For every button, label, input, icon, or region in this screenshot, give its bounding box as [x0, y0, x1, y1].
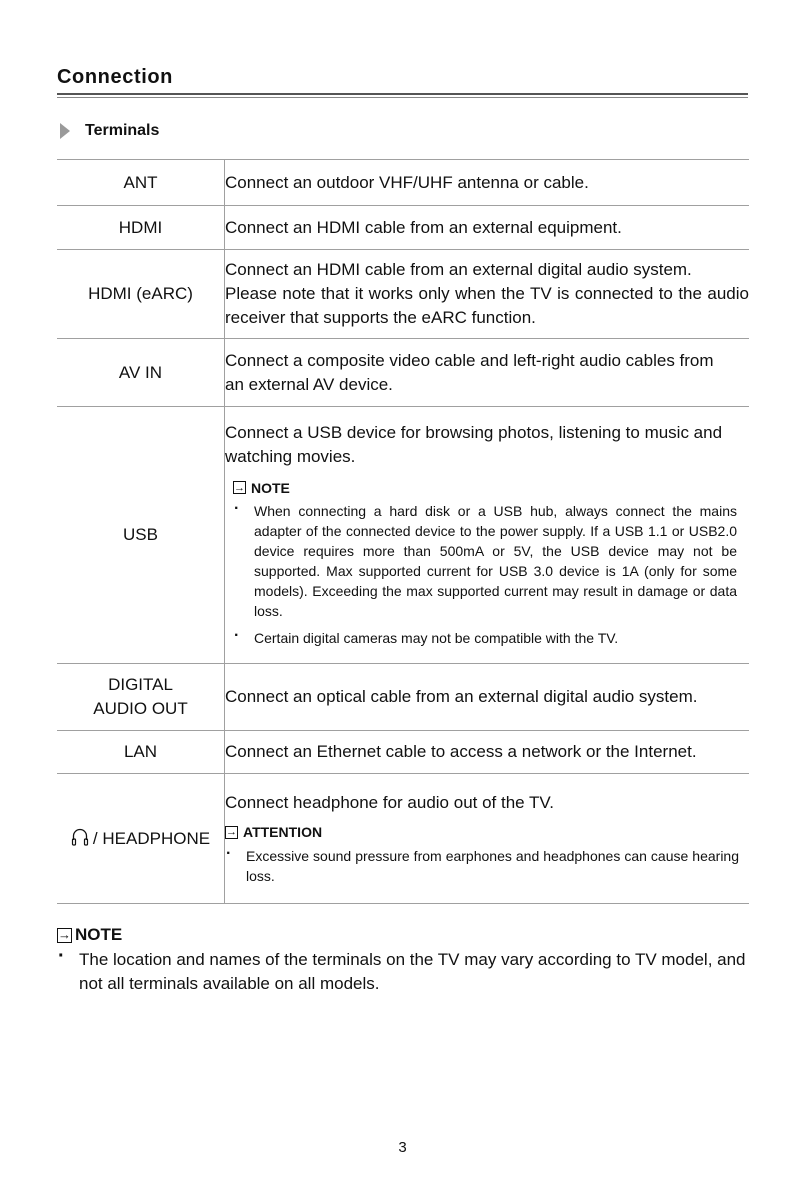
attention-heading [225, 823, 739, 841]
terminals-table [57, 159, 749, 904]
note-arrow-icon: → [234, 481, 245, 494]
section-header [60, 121, 159, 141]
title-rule-thin [57, 97, 748, 98]
terminal-name: HDMI [57, 206, 225, 250]
note-heading [233, 479, 737, 497]
table-row [57, 731, 749, 774]
table-row [57, 774, 749, 904]
title-rule [57, 93, 748, 95]
list-item: · Certain digital cameras may not be compatible with the TV. [233, 628, 737, 648]
terminal-name: HDMI (eARC) [57, 250, 225, 339]
terminal-name: LAN [57, 731, 225, 774]
attention-arrow-icon: → [226, 826, 237, 838]
table-row [57, 160, 749, 206]
terminal-name-line: AUDIO OUT [93, 699, 188, 718]
page-number: 3 [398, 1139, 407, 1156]
footer-note-heading [57, 924, 752, 946]
footer-note [57, 924, 752, 996]
terminal-description: Connect an outdoor VHF/UHF antenna or cable. [225, 160, 750, 206]
terminal-name [57, 774, 225, 904]
terminal-description [225, 407, 750, 664]
footer-note-label: NOTE [75, 925, 123, 944]
list-item: · Excessive sound pressure from earphones and headphones can cause hearing loss. [225, 846, 739, 886]
terminal-name: ANT [57, 160, 225, 206]
terminal-name [57, 664, 225, 731]
list-item: · When connecting a hard disk or a USB hub, always connect the mains adapter of the connected device to the power supply. If a USB 1.1 or USB2.0 device requires more than 500mA or 5V, the USB device may not be supported. Max supported current for USB 3.0 device is 1A (only for some models). Exceeding the max supported current may result in damage or data loss. [233, 501, 737, 621]
terminal-name: USB [57, 407, 225, 664]
terminal-name-label: / HEADPHONE [92, 828, 211, 848]
terminal-description: Connect an optical cable from an external digital audio system. [225, 664, 750, 731]
page-title: Connection [57, 66, 173, 88]
description-line: Connect an HDMI cable from an external digital audio system. [225, 260, 692, 279]
note-label: NOTE [251, 479, 290, 496]
table-row [57, 407, 749, 664]
note-arrow-icon: → [58, 927, 71, 942]
terminal-description: Connect an Ethernet cable to access a network or the Internet. [225, 731, 750, 774]
description-text: Connect headphone for audio out of the TV. [225, 793, 554, 812]
terminal-description [225, 250, 750, 339]
list-item: · The location and names of the terminals on the TV may vary according to TV model, and not all terminals available on all models. [57, 948, 752, 996]
terminal-description [225, 774, 750, 904]
headphone-icon [71, 827, 89, 847]
attention-label: ATTENTION [243, 824, 323, 840]
triangle-bullet-icon [60, 123, 70, 139]
description-text: Connect a USB device for browsing photos, listening to music and watching movies. [225, 422, 723, 466]
table-row [57, 250, 749, 339]
section-title: Terminals [85, 122, 160, 139]
table-row [57, 206, 749, 250]
table-row [57, 339, 749, 407]
terminal-description: Connect an HDMI cable from an external equipment. [225, 206, 750, 250]
terminal-description: Connect a composite video cable and left-right audio cables from an external AV device. [225, 339, 750, 407]
description-line: Please note that it works only when the TV is connected to the audio receiver that supports the eARC function. [225, 284, 749, 327]
terminal-name-line: DIGITAL [108, 675, 173, 694]
terminal-name: AV IN [57, 339, 225, 407]
table-row [57, 664, 749, 731]
